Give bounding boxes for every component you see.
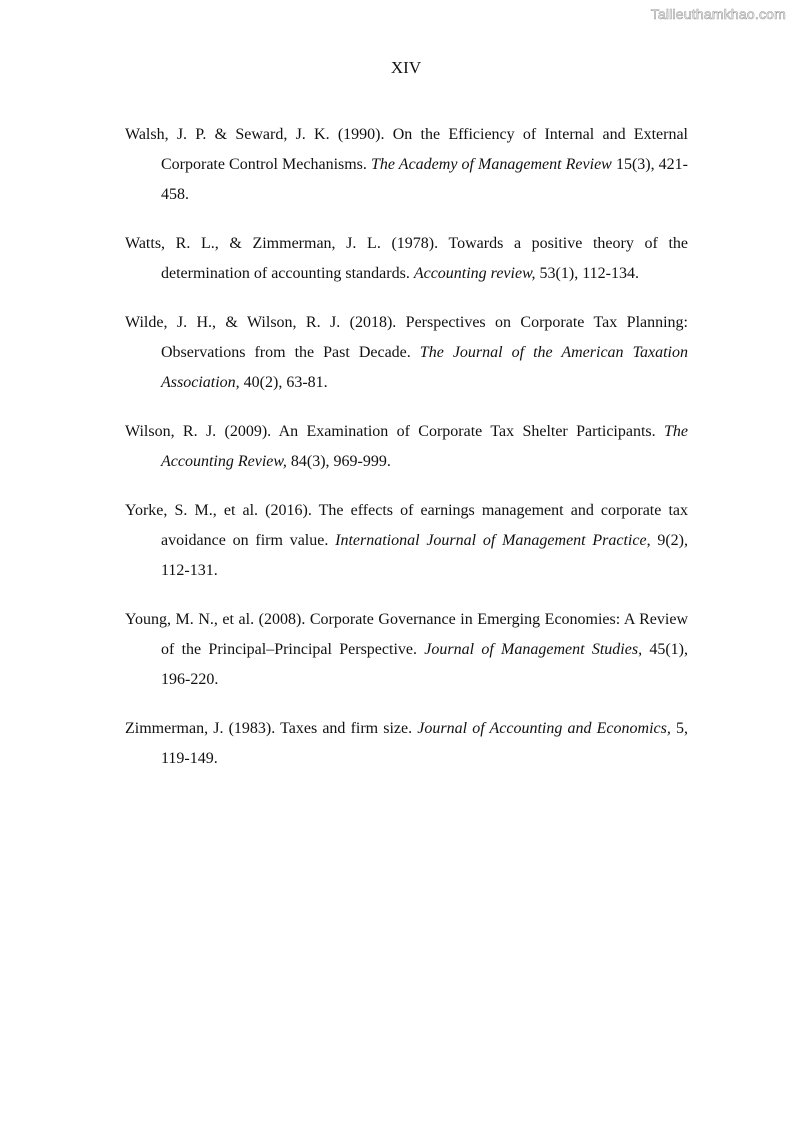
reference-details: 40(2), 63-81. [239,374,328,391]
reference-journal: International Journal of Management Practice [335,532,647,549]
reference-details: 45(1), 196-220. [161,641,689,688]
reference-details: 84(3), 969-999. [286,453,391,470]
reference-journal: The Journal of the American Taxation Association, [161,344,688,391]
reference-citation: Young, M. N., et al. (2008). Corporate Governance in Emerging Economies: A Review of the Principal–Principal Perspective. [125,611,688,658]
reference-entry [125,120,688,210]
reference-journal: Journal of Accounting and Economics, [417,720,671,737]
reference-citation: Watts, R. L., & Zimmerman, J. L. (1978). Towards a positive theory of the determination of accounting standards. [125,235,688,282]
reference-details: 5, 119-149. [161,720,689,767]
reference-citation: Wilson, R. J. (2009). An Examination of Corporate Tax Shelter Participants. [125,423,664,440]
reference-entry [125,605,688,695]
reference-entry [125,496,688,586]
reference-entry [125,417,688,477]
reference-citation: Yorke, S. M., et al. (2016). The effects of earnings management and corporate tax avoidance on firm value. [125,502,688,549]
reference-citation: Walsh, J. P. & Seward, J. K. (1990). On the Efficiency of Internal and External Corporate Control Mechanisms. [125,126,688,173]
reference-journal: Journal of Management Studies, [424,641,643,658]
reference-details: , 9(2), 112-131. [161,532,689,579]
reference-journal: Accounting review, [413,265,536,282]
reference-citation: Wilde, J. H., & Wilson, R. J. (2018). Perspectives on Corporate Tax Planning: Observations from the Past Decade. [125,314,688,361]
reference-list [125,120,688,793]
reference-entry [125,308,688,398]
reference-journal: The Academy of Management Review [371,156,612,173]
reference-details: 53(1), 112-134. [535,265,639,282]
page-number: XIV [390,58,422,77]
watermark: Tailieuthamkhao.com [650,6,786,22]
reference-details: 15(3), 421-458. [161,156,689,203]
reference-entry [125,229,688,289]
reference-entry [125,714,688,774]
reference-journal: The Accounting Review, [161,423,688,470]
reference-citation: Zimmerman, J. (1983). Taxes and firm size. [125,720,418,737]
